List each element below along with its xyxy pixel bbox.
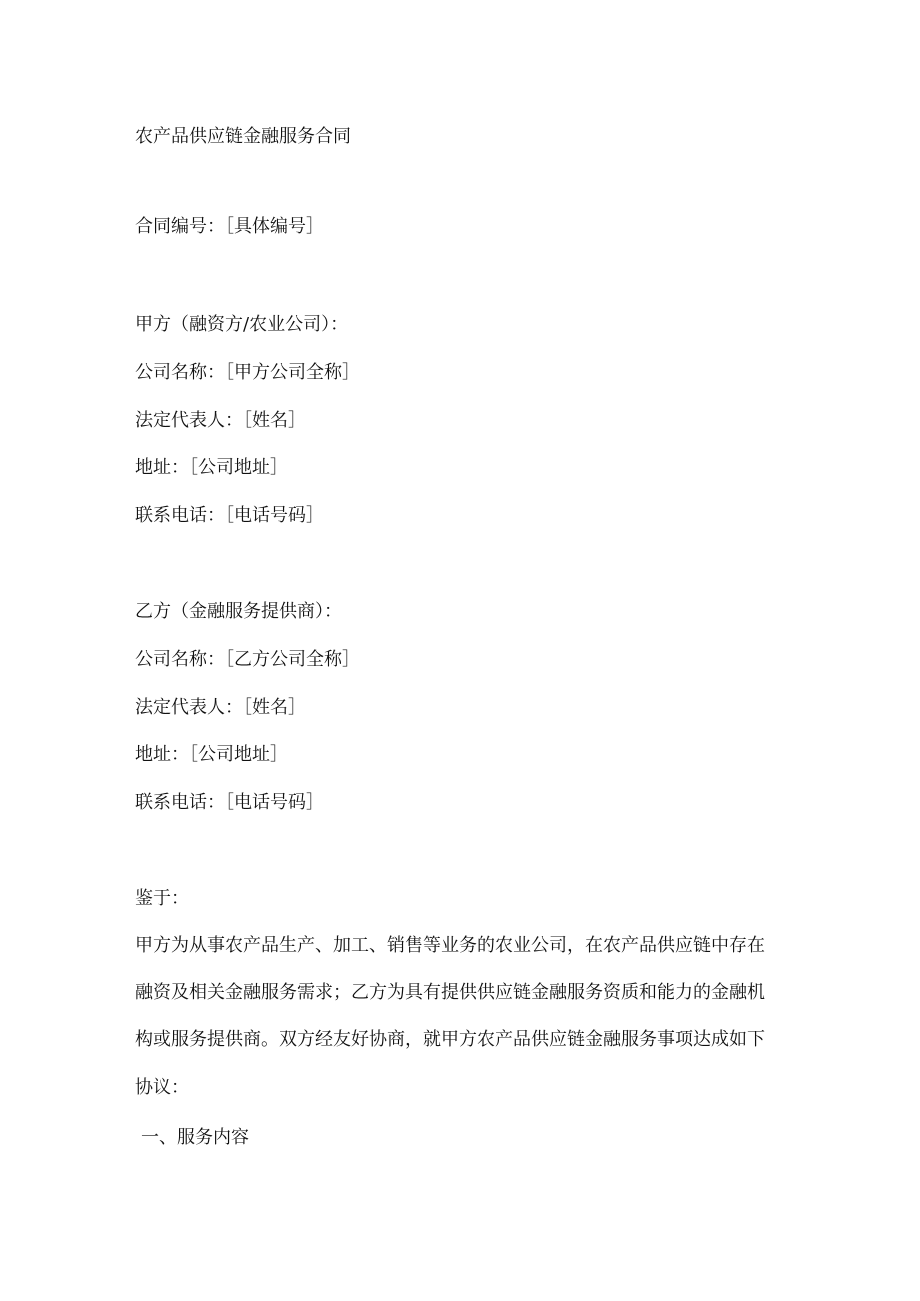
party-b-company-name: 公司名称：［乙方公司全称］ (135, 649, 360, 670)
contract-number: 合同编号：［具体编号］ (135, 216, 324, 237)
party-b-heading: 乙方（金融服务提供商）： (135, 601, 342, 622)
party-b-address: 地址：［公司地址］ (135, 744, 288, 765)
party-a-heading: 甲方（融资方/农业公司）： (135, 314, 349, 335)
whereas-heading: 鉴于： (135, 888, 189, 909)
party-a-phone: 联系电话：［电话号码］ (135, 505, 324, 526)
whereas-line: 甲方为从事农产品生产、加工、销售等业务的农业公司，在农产品供应链中存在 (135, 935, 765, 956)
document-title: 农产品供应链金融服务合同 (135, 126, 351, 147)
party-b-legal-rep: 法定代表人：［姓名］ (135, 697, 306, 718)
party-a-legal-rep: 法定代表人：［姓名］ (135, 410, 306, 431)
whereas-line: 协议： (135, 1077, 189, 1098)
party-a-company-name: 公司名称：［甲方公司全称］ (135, 362, 360, 383)
party-a-address: 地址：［公司地址］ (135, 457, 288, 478)
whereas-line: 融资及相关金融服务需求；乙方为具有提供供应链金融服务资质和能力的金融机 (135, 982, 765, 1003)
party-b-phone: 联系电话：［电话号码］ (135, 792, 324, 813)
section-heading-service-content: 一、服务内容 (141, 1127, 249, 1148)
whereas-line: 构或服务提供商。双方经友好协商，就甲方农产品供应链金融服务事项达成如下 (135, 1029, 765, 1050)
